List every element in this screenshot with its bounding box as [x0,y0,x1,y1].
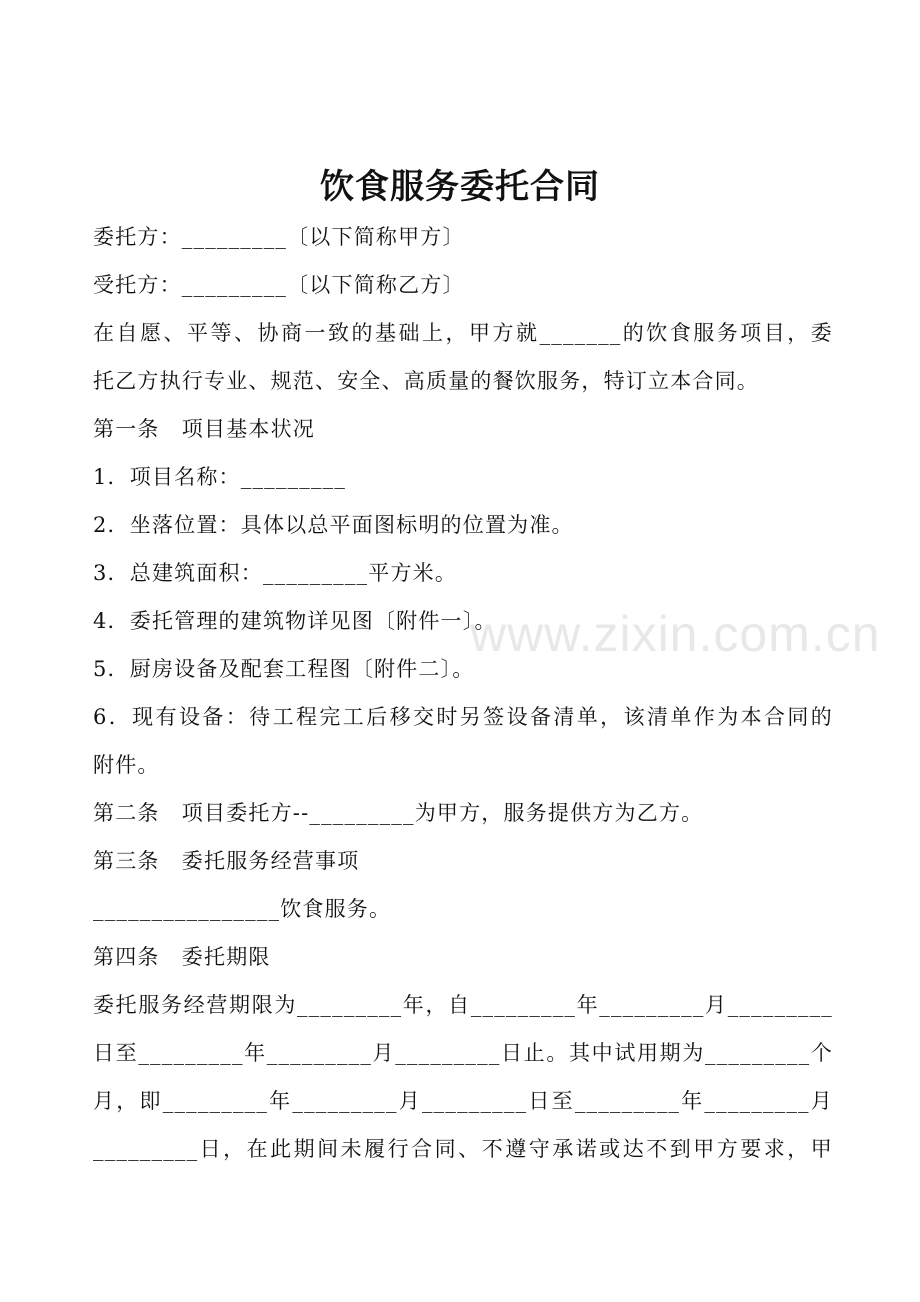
item-5: 5．厨房设备及配套工程图〔附件二〕。 [93,657,475,681]
item-4: 4．委托管理的建筑物详见图〔附件一〕。 [93,609,497,633]
agent-line: 受托方：_________〔以下简称乙方〕 [93,273,465,297]
principal-line: 委托方：_________〔以下简称甲方〕 [93,225,465,249]
preamble-line-2: 托乙方执行专业、规范、安全、高质量的餐饮服务，特订立本合同。 [93,369,759,393]
article-2: 第二条 项目委托方--_________为甲方，服务提供方为乙方。 [93,801,704,825]
article-4-line-2: 日至_________年_________月_________日止。其中试用期为_________个 [93,1041,833,1065]
document-title: 饮食服务委托合同 [320,167,600,207]
item-2: 2．坐落位置：具体以总平面图标明的位置为准。 [93,513,574,537]
article-4-line-4: _________日，在此期间未履行合同、不遵守承诺或达不到甲方要求，甲 [93,1137,833,1161]
item-6-line-1: 6．现有设备：待工程完工后移交时另签设备清单，该清单作为本合同的 [93,705,833,729]
item-3: 3．总建筑面积：_________平方米。 [93,561,458,585]
article-4-line-3: 月，即_________年_________月_________日至_________年_________月 [93,1089,833,1113]
article-3-heading: 第三条 委托服务经营事项 [93,849,360,873]
watermark: www.zixin.com.cn [470,606,881,662]
article-3-content: ________________饮食服务。 [93,897,392,921]
article-4-heading: 第四条 委托期限 [93,945,271,969]
item-6-line-2: 附件。 [93,753,160,777]
item-1: 1．项目名称：_________ [93,465,347,489]
preamble-line-1: 在自愿、平等、协商一致的基础上，甲方就_______的饮食服务项目，委 [93,321,833,345]
article-1-heading: 第一条 项目基本状况 [93,417,315,441]
article-4-line-1: 委托服务经营期限为_________年，自_________年_________月_________ [93,993,833,1017]
